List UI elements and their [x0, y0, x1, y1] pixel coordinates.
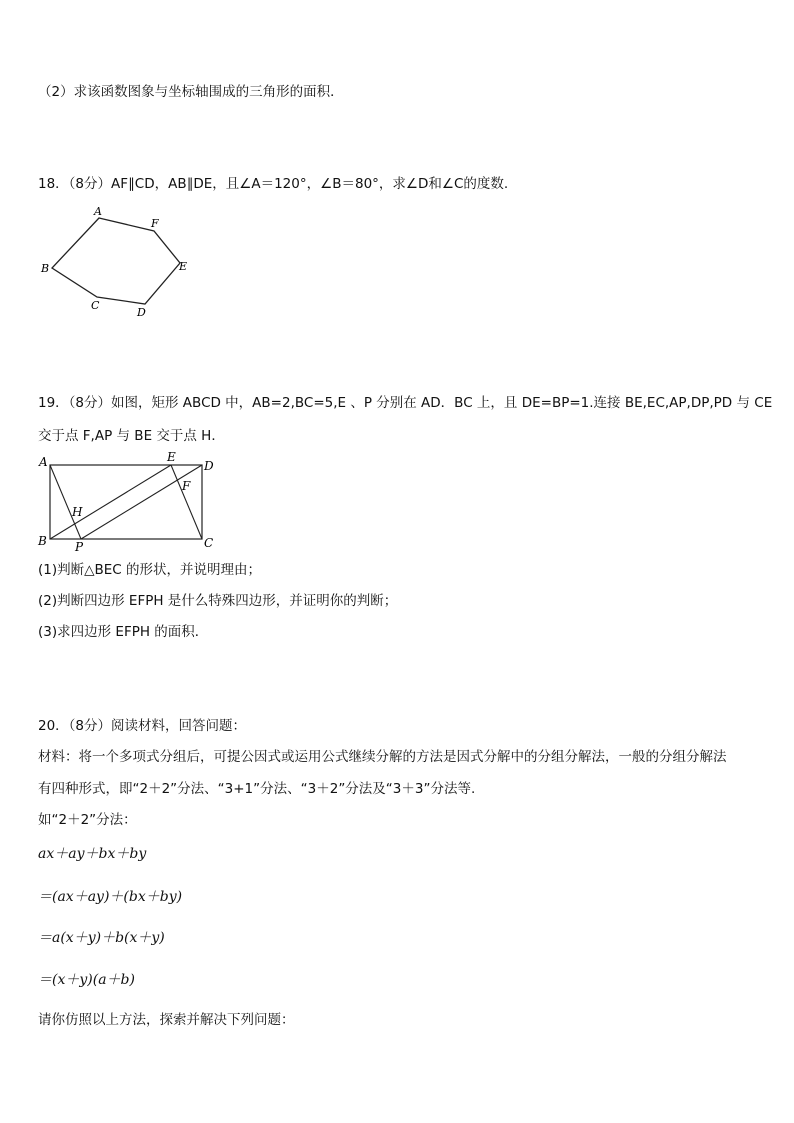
q20-eq1: ax＋ay＋bx＋by — [38, 846, 147, 862]
q18-label-C: C — [91, 299, 100, 312]
q20-eq2: ＝(ax＋ay)＋(bx＋by) — [38, 889, 183, 905]
q19-segment-AP — [50, 465, 81, 539]
q20-material-line1: 材料：将一个多项式分组后，可提公因式或运用公式继续分解的方法是因式分解中的分组分解法，一般的分组分解法 — [38, 749, 727, 765]
q19-label-C: C — [204, 536, 214, 550]
q20-eq3: ＝a(x＋y)＋b(x＋y) — [38, 930, 165, 946]
q19-line2: 交于点 F,AP 与 BE 交于点 H． — [38, 428, 225, 444]
q19-segment-BE — [50, 465, 171, 539]
q20-example-intro: 如“2＋2”分法： — [38, 812, 137, 828]
q19-segment-EC — [171, 465, 202, 539]
q18-label-D: D — [137, 306, 146, 319]
q19-label-E: E — [167, 450, 176, 464]
q19-label-P: P — [75, 540, 84, 554]
q19-segment-PD — [81, 465, 202, 539]
q20-eq4: ＝(x＋y)(a＋b) — [38, 972, 135, 988]
q20-material-line2: 有四种形式，即“2＋2”分法、“3+1”分法、“3＋2”分法及“3＋3”分法等. — [38, 781, 476, 797]
q20-title: 20．（8分）阅读材料，回答问题： — [38, 718, 247, 734]
q19-sub2: (2)判断四边形 EFPH 是什么特殊四边形，并证明你的判断； — [38, 593, 398, 609]
q18-hexagon-figure — [30, 200, 210, 325]
q18-text: 18．（8分）AF∥CD，AB∥DE，且∠A＝120°，∠B＝80°，求∠D和∠C的度数. — [38, 176, 509, 192]
q19-label-B: B — [38, 534, 47, 548]
q19-label-H: H — [72, 505, 83, 519]
q17-part2: （2）求该函数图象与坐标轴围成的三角形的面积． — [38, 84, 344, 100]
q18-label-B: B — [41, 262, 50, 275]
q19-label-A: A — [39, 455, 48, 469]
q18-hexagon — [52, 218, 180, 304]
q19-rectangle-figure — [34, 450, 224, 555]
q19-label-D: D — [204, 459, 214, 473]
q19-sub1: (1)判断△BEC 的形状，并说明理由； — [38, 562, 262, 578]
q19-label-F: F — [182, 479, 191, 493]
q19-rectangle — [50, 465, 202, 539]
q18-label-A: A — [94, 205, 102, 218]
q18-label-F: F — [151, 217, 159, 230]
q20-prompt: 请你仿照以上方法，探索并解决下列问题： — [38, 1012, 295, 1028]
q18-label-E: E — [179, 260, 188, 273]
q19-line1: 19．（8分）如图，矩形 ABCD 中，AB=2,BC=5,E 、P 分别在 AD．BC 上，且 DE=BP=1.连接 BE,EC,AP,DP,PD 与 CE — [38, 395, 773, 411]
q19-sub3: (3)求四边形 EFPH 的面积． — [38, 624, 209, 640]
